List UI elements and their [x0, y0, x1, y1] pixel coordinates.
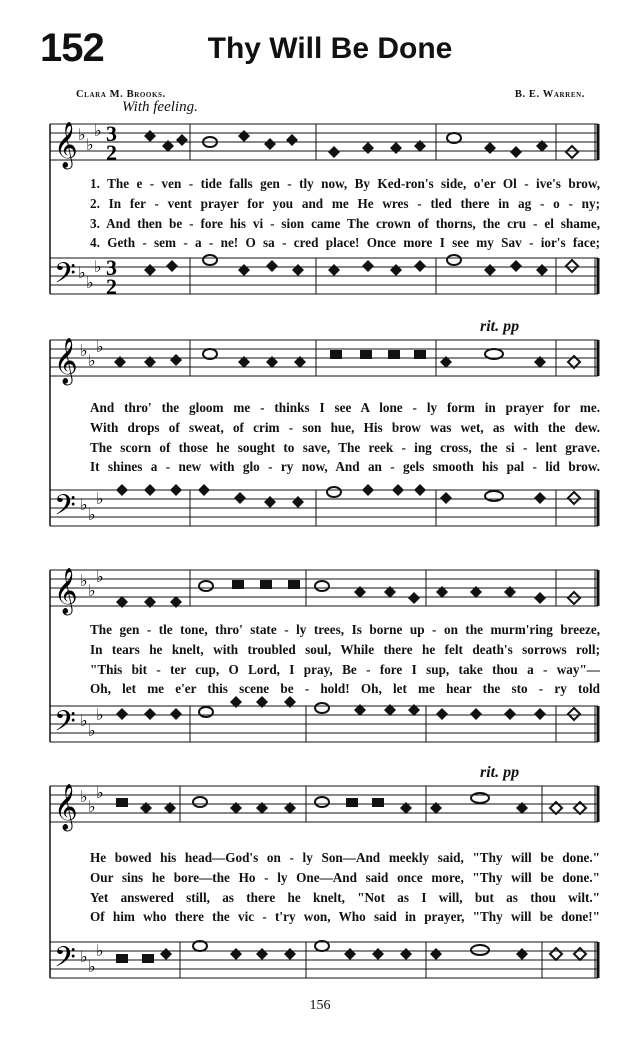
svg-text:♭: ♭	[94, 121, 102, 140]
svg-text:♭: ♭	[86, 273, 94, 292]
bass-clef-icon: 𝄢	[54, 489, 76, 529]
tempo-marking: With feeling.	[122, 99, 198, 115]
bass-clef-icon: 𝄢	[54, 705, 76, 745]
hymn-title: Thy Will Be Done	[207, 32, 453, 65]
lyric-line: And thro' the gloom me - thinks I see A lone - ly form in prayer for me.	[90, 400, 600, 415]
lyric-line: 1. The e - ven - tide falls gen - tly now, By Ked-ron's side, o'er Ol - ive's brow,	[90, 176, 600, 191]
svg-text:3: 3	[106, 121, 117, 146]
svg-text:3: 3	[106, 255, 117, 280]
lyric-line: Our sins he bore—the Ho - ly One—And said once more, "Thy will be done."	[90, 869, 600, 885]
lyric-line: 4. Geth - sem - a - ne! O sa - cred place! Once more I see my Sav - ior's face;	[90, 235, 600, 251]
lyric-line: Oh, let me e'er this scene be - hold! Oh, let me hear the sto - ry told	[90, 681, 600, 697]
lyric-line: He bowed his head—God's on - ly Son—And meekly said, "Thy will be done."	[90, 850, 600, 865]
svg-text:♭: ♭	[80, 571, 88, 590]
svg-text:♭: ♭	[80, 787, 88, 806]
svg-text:♭: ♭	[88, 351, 96, 370]
svg-text:♭: ♭	[96, 941, 104, 960]
svg-text:♭: ♭	[80, 947, 88, 966]
svg-text:♭: ♭	[80, 711, 88, 730]
svg-text:♭: ♭	[94, 257, 102, 276]
composer-credit: B. E. Warren.	[514, 89, 585, 100]
svg-text:♭: ♭	[80, 341, 88, 360]
svg-text:♭: ♭	[86, 135, 94, 154]
bass-clef-icon: 𝄢	[54, 941, 76, 981]
svg-text:♭: ♭	[96, 705, 104, 724]
lyric-line: In tears he knelt, with troubled soul, While there he felt death's sorrows roll;	[90, 641, 600, 657]
svg-text:♭: ♭	[78, 263, 86, 282]
lyrics-system-1	[90, 174, 600, 253]
treble-clef-icon: 𝄞	[54, 568, 78, 614]
page-number: 156	[309, 998, 331, 1013]
svg-text:♭: ♭	[88, 957, 96, 976]
svg-text:2: 2	[106, 140, 117, 165]
lyric-line: The scorn of those he sought to save, The reek - ing cross, the si - lent grave.	[90, 439, 600, 455]
svg-text:♭: ♭	[96, 489, 104, 508]
lyric-line: Of him who there the vic - t'ry won, Who said in prayer, "Thy will be done!"	[90, 909, 600, 925]
svg-text:♭: ♭	[96, 783, 104, 802]
treble-clef-icon: 𝄞	[54, 784, 78, 830]
lyric-line: 2. In fer - vent prayer for you and me He wres - tled there in ag - o - ny;	[90, 195, 600, 211]
svg-text:♭: ♭	[96, 567, 104, 586]
lyrics-system-3	[90, 620, 600, 699]
lyric-line: The gen - tle tone, thro' state - ly trees, Is borne up - on the murm'ring breeze,	[90, 622, 600, 637]
author-credit: Clara M. Brooks.	[76, 89, 166, 100]
bass-clef-icon: 𝄢	[54, 257, 76, 297]
svg-text:♭: ♭	[88, 721, 96, 740]
lyrics-system-4	[90, 848, 600, 927]
svg-text:♭: ♭	[88, 505, 96, 524]
svg-text:♭: ♭	[88, 797, 96, 816]
lyric-line: Yet answered still, as there he knelt, "Not as I will, but as thou wilt."	[90, 889, 600, 905]
treble-clef-icon: 𝄞	[54, 122, 78, 168]
svg-text:2: 2	[106, 274, 117, 299]
lyric-line: It shines a - new with glo - ry now, And an - gels smooth his pal - lid brow.	[90, 459, 600, 475]
hymn-number: 152	[40, 26, 104, 70]
rit-marking-system-4: rit. pp	[480, 764, 520, 781]
svg-text:♭: ♭	[96, 337, 104, 356]
lyric-line: 3. And then be - fore his vi - sion came The crown of thorns, the cru - el shame,	[90, 215, 600, 231]
lyrics-system-2	[90, 398, 600, 477]
svg-text:♭: ♭	[78, 125, 86, 144]
lyric-line: With drops of sweat, of crim - son hue, His brow was wet, as with the dew.	[90, 419, 600, 435]
rit-marking-system-2: rit. pp	[480, 318, 520, 335]
svg-text:♭: ♭	[88, 581, 96, 600]
treble-clef-icon: 𝄞	[54, 338, 78, 384]
lyric-line: "This bit - ter cup, O Lord, I pray, Be - fore I sup, take thou a - way"—	[90, 661, 600, 677]
svg-text:♭: ♭	[80, 495, 88, 514]
